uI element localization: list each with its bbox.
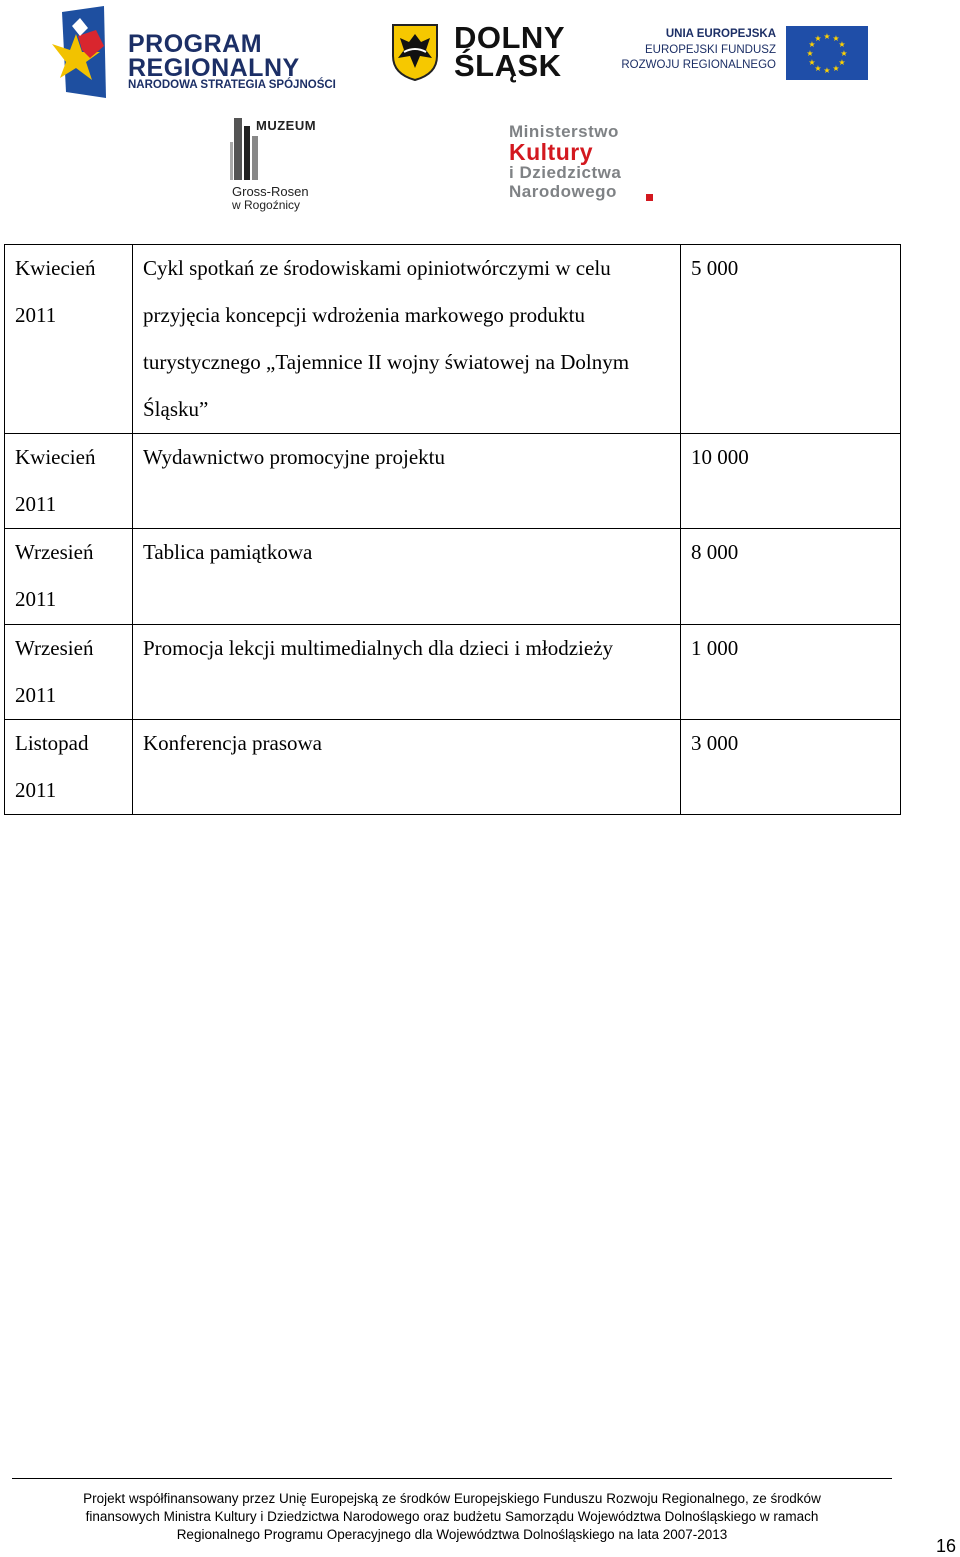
amount-cell: 1 000 <box>681 625 901 720</box>
date-cell <box>5 529 133 625</box>
dolny-slask-line1: DOLNY <box>454 20 565 55</box>
eu-logo <box>621 26 868 82</box>
page-number: 16 <box>936 1536 957 1556</box>
date-month: Kwiecień <box>15 256 96 280</box>
date-month: Wrzesień <box>15 540 94 564</box>
amount-cell: 5 000 <box>681 245 901 434</box>
table-row <box>5 245 901 434</box>
museum-logo-line2: Gross-Rosen <box>232 184 309 199</box>
footer-line2: finansowych Ministra Kultury i Dziedzictwa Narodowego oraz budżetu Samorządu Województwa Dolnośląskiego w ramach <box>85 1509 819 1524</box>
museum-logo-line3: w Rogoźnicy <box>232 198 301 212</box>
eu-logo-line2: EUROPEJSKI FUNDUSZ <box>645 44 776 56</box>
eu-flag-icon <box>786 26 868 80</box>
ministry-culture-logo <box>509 122 659 204</box>
svg-text:★: ★ <box>838 58 846 67</box>
dolny-slask-crest-icon <box>390 22 440 82</box>
date-year: 2011 <box>15 778 57 802</box>
date-month: Kwiecień <box>15 445 96 469</box>
program-logo-line1: PROGRAM <box>128 30 263 58</box>
amount-cell: 3 000 <box>681 720 901 815</box>
program-logo-line2: REGIONALNY <box>128 54 300 82</box>
svg-text:★: ★ <box>823 32 831 41</box>
svg-text:★: ★ <box>814 64 822 73</box>
svg-text:★: ★ <box>808 58 816 67</box>
table-row <box>5 720 901 815</box>
program-logo-line3: NARODOWA STRATEGIA SPÓJNOŚCI <box>128 79 336 91</box>
footer-funding-note <box>12 1490 892 1544</box>
description-cell: Tablica pamiątkowa <box>133 529 681 625</box>
date-cell <box>5 625 133 720</box>
date-month: Wrzesień <box>15 636 94 660</box>
schedule-table <box>4 244 901 815</box>
svg-text:★: ★ <box>838 40 846 49</box>
dolny-slask-line2: ŚLĄSK <box>454 48 562 83</box>
program-regionalny-logo <box>48 6 338 102</box>
date-year: 2011 <box>15 303 57 327</box>
ministry-logo-line1: Ministerstwo <box>509 122 619 141</box>
svg-text:★: ★ <box>808 40 816 49</box>
table-row <box>5 625 901 720</box>
description-cell: Wydawnictwo promocyjne projektu <box>133 434 681 529</box>
date-month: Listopad <box>15 731 89 755</box>
date-cell <box>5 434 133 529</box>
eu-logo-line1: UNIA EUROPEJSKA <box>665 28 776 40</box>
description-cell: Promocja lekcji multimedialnych dla dzieci i młodzieży <box>133 625 681 720</box>
svg-text:★: ★ <box>840 49 848 58</box>
footer-line3: Regionalnego Programu Operacyjnego dla Województwa Dolnośląskiego na lata 2007-2013 <box>176 1527 728 1542</box>
date-year: 2011 <box>15 683 57 707</box>
svg-text:★: ★ <box>823 66 831 75</box>
ministry-logo-line4: Narodowego <box>509 182 617 201</box>
date-cell <box>5 245 133 434</box>
date-year: 2011 <box>15 492 57 516</box>
dolny-slask-logo <box>390 22 575 84</box>
amount-cell: 8 000 <box>681 529 901 625</box>
svg-text:★: ★ <box>806 49 814 58</box>
museum-logo-line1: MUZEUM <box>256 118 317 133</box>
footer-line1: Projekt współfinansowany przez Unię Europejską ze środków Europejskiego Funduszu Rozwoju Regionalnego, ze środków <box>83 1491 821 1506</box>
eu-logo-line3: ROZWOJU REGIONALNEGO <box>621 59 776 71</box>
ministry-logo-line3: i Dziedzictwa <box>509 163 622 182</box>
ministry-logo-line2: Kultury <box>509 139 593 165</box>
footer-divider <box>12 1478 892 1479</box>
amount-cell: 10 000 <box>681 434 901 529</box>
program-regionalny-emblem-icon <box>48 6 110 100</box>
description-cell: Konferencja prasowa <box>133 720 681 815</box>
ministry-red-dot-icon <box>646 194 653 201</box>
date-year: 2011 <box>15 587 57 611</box>
description-cell: Cykl spotkań ze środowiskami opiniotwórczymi w celu przyjęcia koncepcji wdrożenia markowego produktu turystycznego „Tajemnice II wojny światowej na Dolnym Śląsku” <box>133 245 681 434</box>
svg-text:★: ★ <box>832 34 840 43</box>
svg-text:★: ★ <box>814 34 822 43</box>
date-cell <box>5 720 133 815</box>
museum-gross-rosen-logo <box>228 112 318 212</box>
table-row <box>5 434 901 529</box>
table-row <box>5 529 901 625</box>
svg-text:★: ★ <box>832 64 840 73</box>
